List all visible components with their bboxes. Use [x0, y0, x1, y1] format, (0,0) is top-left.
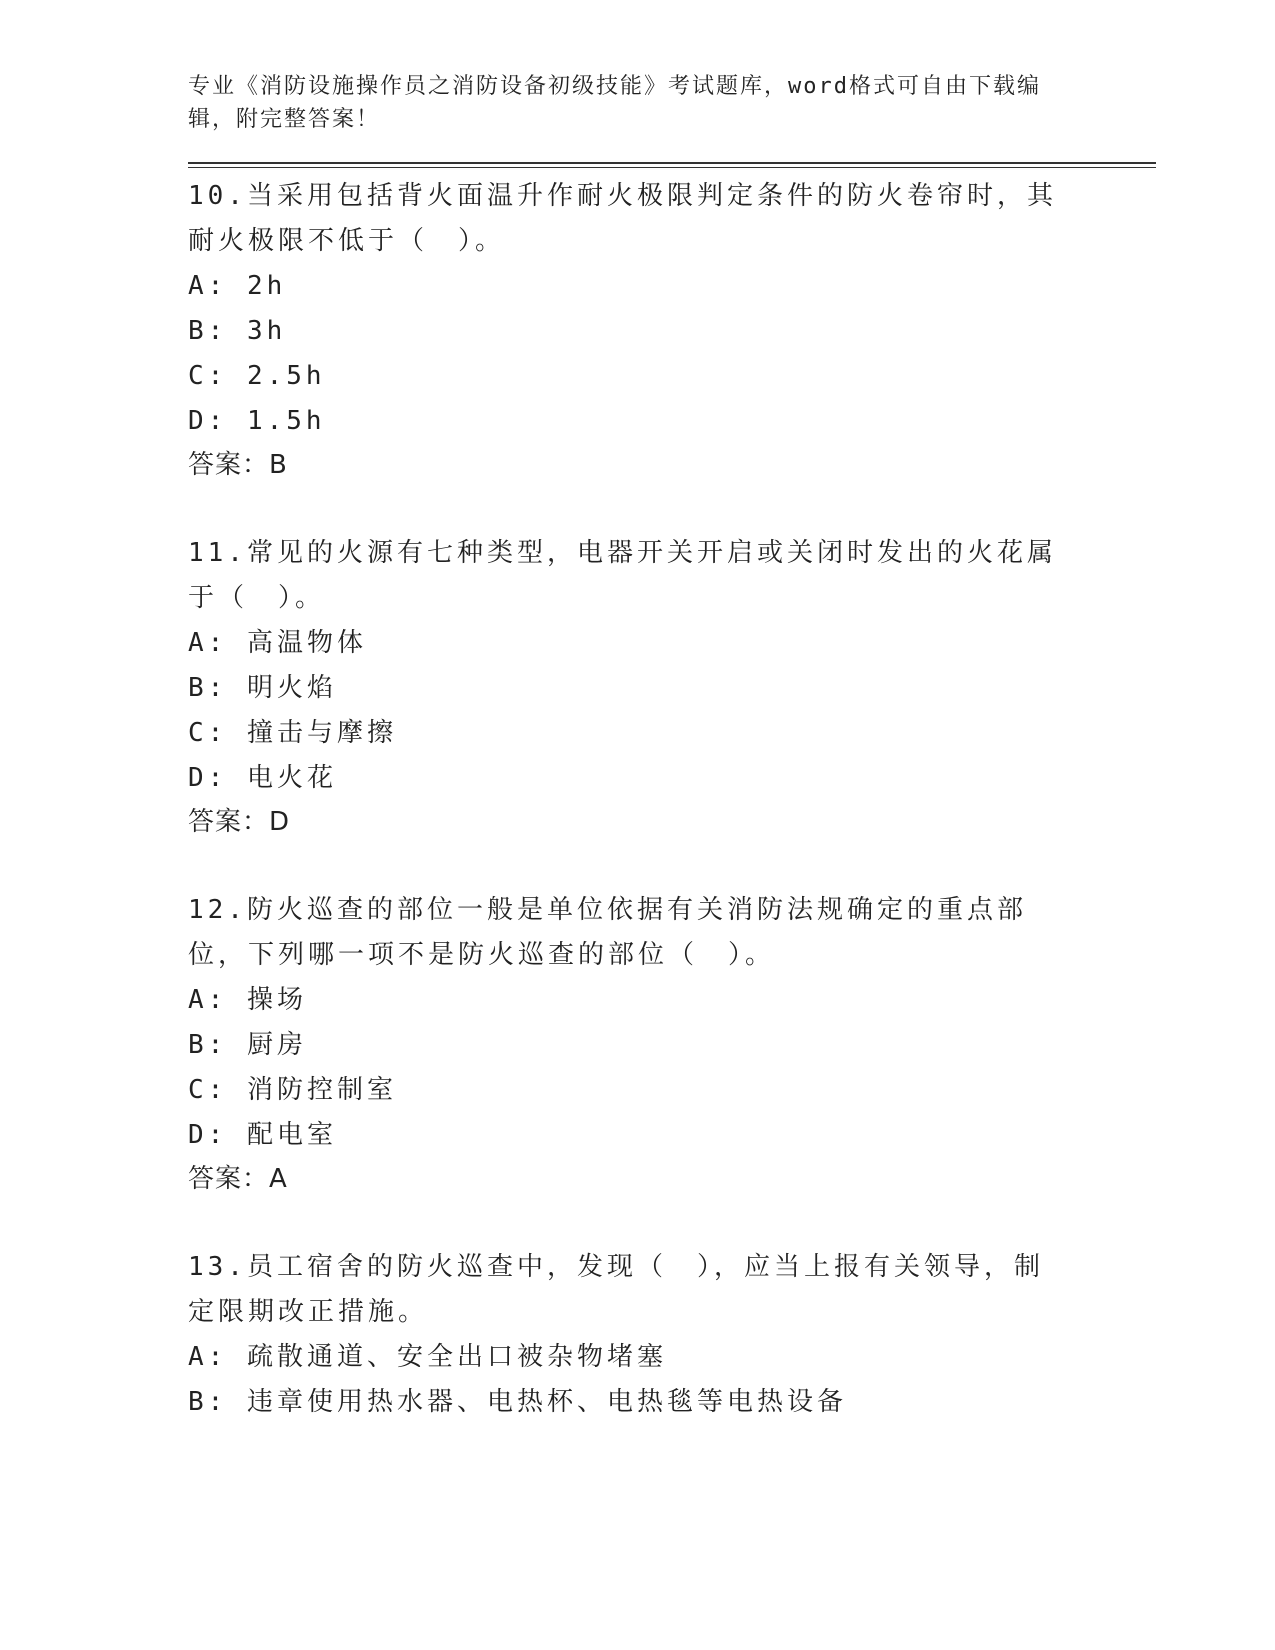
option-a [188, 978, 1156, 1023]
question-stem: 10.当采用包括背火面温升作耐火极限判定条件的防火卷帘时，其耐火极限不低于（ ）。 [188, 181, 1057, 256]
option-letter: D: [188, 1120, 228, 1150]
question-gap [188, 486, 1156, 531]
answer-line: 答案：B [188, 450, 288, 480]
option-c [188, 1068, 1156, 1113]
option-letter: B: [188, 1387, 228, 1417]
document-header: 专业《消防设施操作员之消防设备初级技能》考试题库，word格式可自由下载编辑，附完整答案！ [188, 74, 1041, 132]
option-text: 电火花 [246, 763, 337, 793]
option-d [188, 1113, 1156, 1158]
option-c [188, 711, 1156, 756]
option-letter: A: [188, 1342, 228, 1372]
option-d [188, 756, 1156, 801]
answer-line: 答案：A [188, 1164, 288, 1194]
option-letter: A: [188, 628, 228, 658]
option-letter: C: [188, 361, 228, 391]
question-gap [188, 1200, 1156, 1245]
option-a [188, 264, 1156, 309]
question-stem: 13.员工宿舍的防火巡查中，发现（ ），应当上报有关领导，制定限期改正措施。 [188, 1252, 1044, 1327]
question-10 [188, 174, 1156, 486]
option-a [188, 621, 1156, 666]
question-gap [188, 843, 1156, 888]
option-a [188, 1335, 1156, 1380]
option-letter: C: [188, 718, 228, 748]
option-letter: D: [188, 406, 228, 436]
option-text: 2h [246, 271, 287, 301]
option-letter: B: [188, 316, 228, 346]
answer-line: 答案：D [188, 807, 291, 837]
option-letter: B: [188, 1030, 228, 1060]
option-text: 配电室 [246, 1120, 337, 1150]
option-text: 3h [246, 316, 287, 346]
option-b [188, 309, 1156, 354]
question-12 [188, 888, 1156, 1200]
option-b [188, 1380, 1156, 1425]
option-text: 撞击与摩擦 [246, 718, 397, 748]
option-b [188, 1023, 1156, 1068]
question-11 [188, 531, 1156, 843]
option-c [188, 354, 1156, 399]
option-letter: A: [188, 985, 228, 1015]
option-text: 操场 [246, 985, 307, 1015]
question-stem: 12.防火巡查的部位一般是单位依据有关消防法规确定的重点部位，下列哪一项不是防火巡查的部位（ ）。 [188, 895, 1027, 970]
option-text: 2.5h [246, 361, 326, 391]
option-d [188, 399, 1156, 444]
option-text: 违章使用热水器、电热杯、电热毯等电热设备 [246, 1387, 847, 1417]
option-text: 高温物体 [246, 628, 367, 658]
option-letter: C: [188, 1075, 228, 1105]
question-13 [188, 1245, 1156, 1425]
document-page [188, 70, 1156, 1425]
option-letter: A: [188, 271, 228, 301]
option-text: 消防控制室 [246, 1075, 397, 1105]
question-stem: 11.常见的火源有七种类型，电器开关开启或关闭时发出的火花属于（ ）。 [188, 538, 1057, 613]
option-text: 疏散通道、安全出口被杂物堵塞 [246, 1342, 667, 1372]
header-divider [188, 162, 1156, 168]
option-b [188, 666, 1156, 711]
option-letter: B: [188, 673, 228, 703]
option-text: 明火焰 [246, 673, 337, 703]
option-text: 1.5h [246, 406, 326, 436]
option-text: 厨房 [246, 1030, 307, 1060]
option-letter: D: [188, 763, 228, 793]
